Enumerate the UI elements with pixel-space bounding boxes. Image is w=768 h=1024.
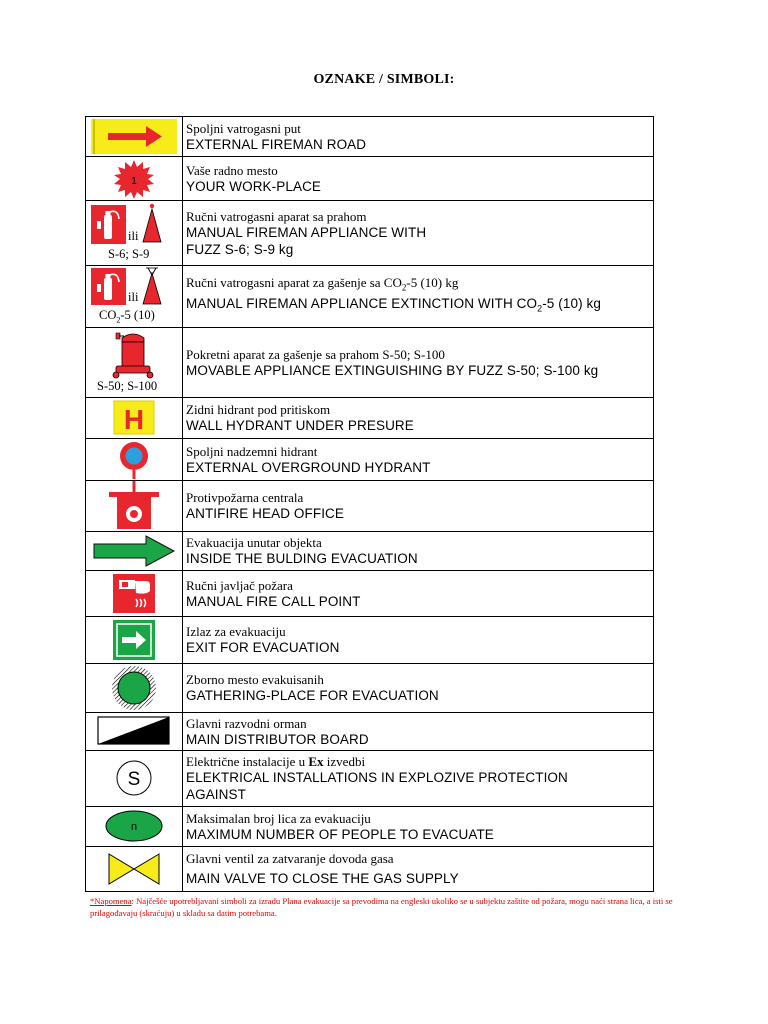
max-people-icon	[86, 807, 182, 846]
table-row	[86, 328, 654, 398]
label-en: MANUAL FIREMAN APPLIANCE EXTINCTION WITH $CO_2-5$ (10) kg	[186, 296, 601, 315]
ex-letter: S	[127, 769, 141, 790]
table-row	[86, 201, 654, 266]
label-sr: Ručni vatrogasni aparat sa prahom	[186, 208, 367, 224]
ili-label: ili	[128, 229, 139, 243]
label-sr: Zborno mesto evakuisanih	[186, 672, 324, 687]
symbols-table	[85, 116, 654, 892]
gas-valve-icon	[86, 847, 182, 891]
label-sr: Ručni vatrogasni aparat za gašenje sa $CO_2-5$ (10) kg	[186, 274, 459, 293]
ili-label: ili	[128, 290, 139, 304]
label-sr: Vaše radno mesto	[186, 162, 278, 178]
exit-arrow-icon	[86, 617, 182, 663]
label-en: YOUR WORK-PLACE	[186, 178, 322, 194]
table-row	[86, 439, 654, 481]
overground-hydrant-icon	[86, 439, 182, 480]
table-row	[86, 571, 654, 617]
icon-caption: S-50; S-100	[97, 379, 158, 393]
label-sr: Evakuacija unutar objekta	[186, 535, 322, 550]
icon-caption: $CO_2-5$ (10)	[99, 308, 155, 325]
footnote-text: : Najčešće upotrebljavani simboli za izradu Plana evakuacije sa prevodima na engleski ukoliko se u subjektu zaštite od požara, mogu naći strana lica, a isti se prilagođavaju (skraćuju) u skladu sa datim potrebama.	[90, 896, 673, 918]
table-row	[86, 481, 654, 532]
ex-installation-icon	[86, 751, 182, 806]
label-en: EXTERNAL FIREMAN ROAD	[186, 136, 367, 152]
label-sr: Protivpožarna centrala	[186, 490, 304, 505]
max-people-letter: n	[130, 821, 138, 833]
fire-call-point-icon	[86, 571, 182, 616]
label-sr: Izlaz za evakuaciju	[186, 624, 286, 639]
label-en: INSIDE THE BULDING EVACUATION	[186, 551, 418, 566]
label-en: MAIN DISTRIBUTOR BOARD	[186, 731, 369, 747]
road-arrow-icon	[86, 117, 182, 156]
gathering-place-icon	[86, 664, 182, 712]
label-sr: Spoljni nadzemni hidrant	[186, 443, 318, 459]
label-en: WALL HYDRANT UNDER PRESURE	[186, 418, 414, 433]
work-place-star-icon	[86, 157, 182, 200]
distributor-board-icon	[86, 713, 182, 750]
hydrant-letter: H	[123, 404, 145, 435]
table-row	[86, 751, 654, 807]
label-en: EXTERNAL OVERGROUND HYDRANT	[186, 459, 431, 475]
wall-hydrant-icon	[86, 398, 182, 438]
table-row	[86, 807, 654, 847]
label-en-2: FUZZ S-6; S-9 kg	[186, 241, 294, 257]
label-en: ELEKTRICAL INSTALLATIONS IN EXPLOZIVE PROTECTION	[186, 770, 568, 785]
table-row	[86, 398, 654, 439]
label-en: MAIN VALVE TO CLOSE THE GAS SUPPLY	[186, 871, 459, 886]
footnote-label: *Napomena	[90, 896, 132, 906]
label-sr: Glavni razvodni orman	[186, 715, 307, 731]
label-sr: Spoljni vatrogasni put	[186, 120, 301, 136]
footnote	[90, 895, 690, 919]
table-row	[86, 713, 654, 751]
label-sr: Maksimalan broj lica za evakuaciju	[186, 810, 371, 826]
label-sr: Zidni hidrant pod pritiskom	[186, 402, 331, 417]
work-place-badge: 1	[131, 176, 137, 187]
table-row	[86, 847, 654, 892]
label-en: MANUAL FIRE CALL POINT	[186, 593, 361, 609]
label-en: MAXIMUM NUMBER OF PEOPLE TO EVACUATE	[186, 826, 494, 842]
table-row	[86, 532, 654, 571]
label-en: EXIT FOR EVACUATION	[186, 640, 340, 655]
label-en: MANUAL FIREMAN APPLIANCE WITH	[186, 224, 427, 240]
label-sr: Pokretni aparat za gašenje sa prahom S-50; S-100	[186, 346, 445, 362]
label-en: GATHERING-PLACE FOR EVACUATION	[186, 688, 439, 703]
label-en-2: AGAINST	[186, 787, 246, 802]
table-row	[86, 157, 654, 201]
label-sr: Glavni ventil za zatvaranje dovoda gasa	[186, 851, 394, 866]
table-row	[86, 617, 654, 664]
table-row	[86, 117, 654, 157]
page-title: OZNAKE / SIMBOLI:	[313, 72, 455, 87]
table-row	[86, 266, 654, 328]
label-en: MOVABLE APPLIANCE EXTINGUISHING BY FUZZ S-50; S-100 kg	[186, 362, 599, 378]
fire-control-panel-icon	[86, 481, 182, 531]
table-row	[86, 664, 654, 713]
icon-caption: S-6; S-9	[108, 247, 150, 261]
label-sr: Ručni javljač požara	[186, 577, 293, 593]
label-sr: Električne instalacije u Ex izvedbi	[186, 754, 366, 769]
label-en: ANTIFIRE HEAD OFFICE	[186, 506, 345, 521]
evacuation-arrow-icon	[86, 532, 182, 570]
